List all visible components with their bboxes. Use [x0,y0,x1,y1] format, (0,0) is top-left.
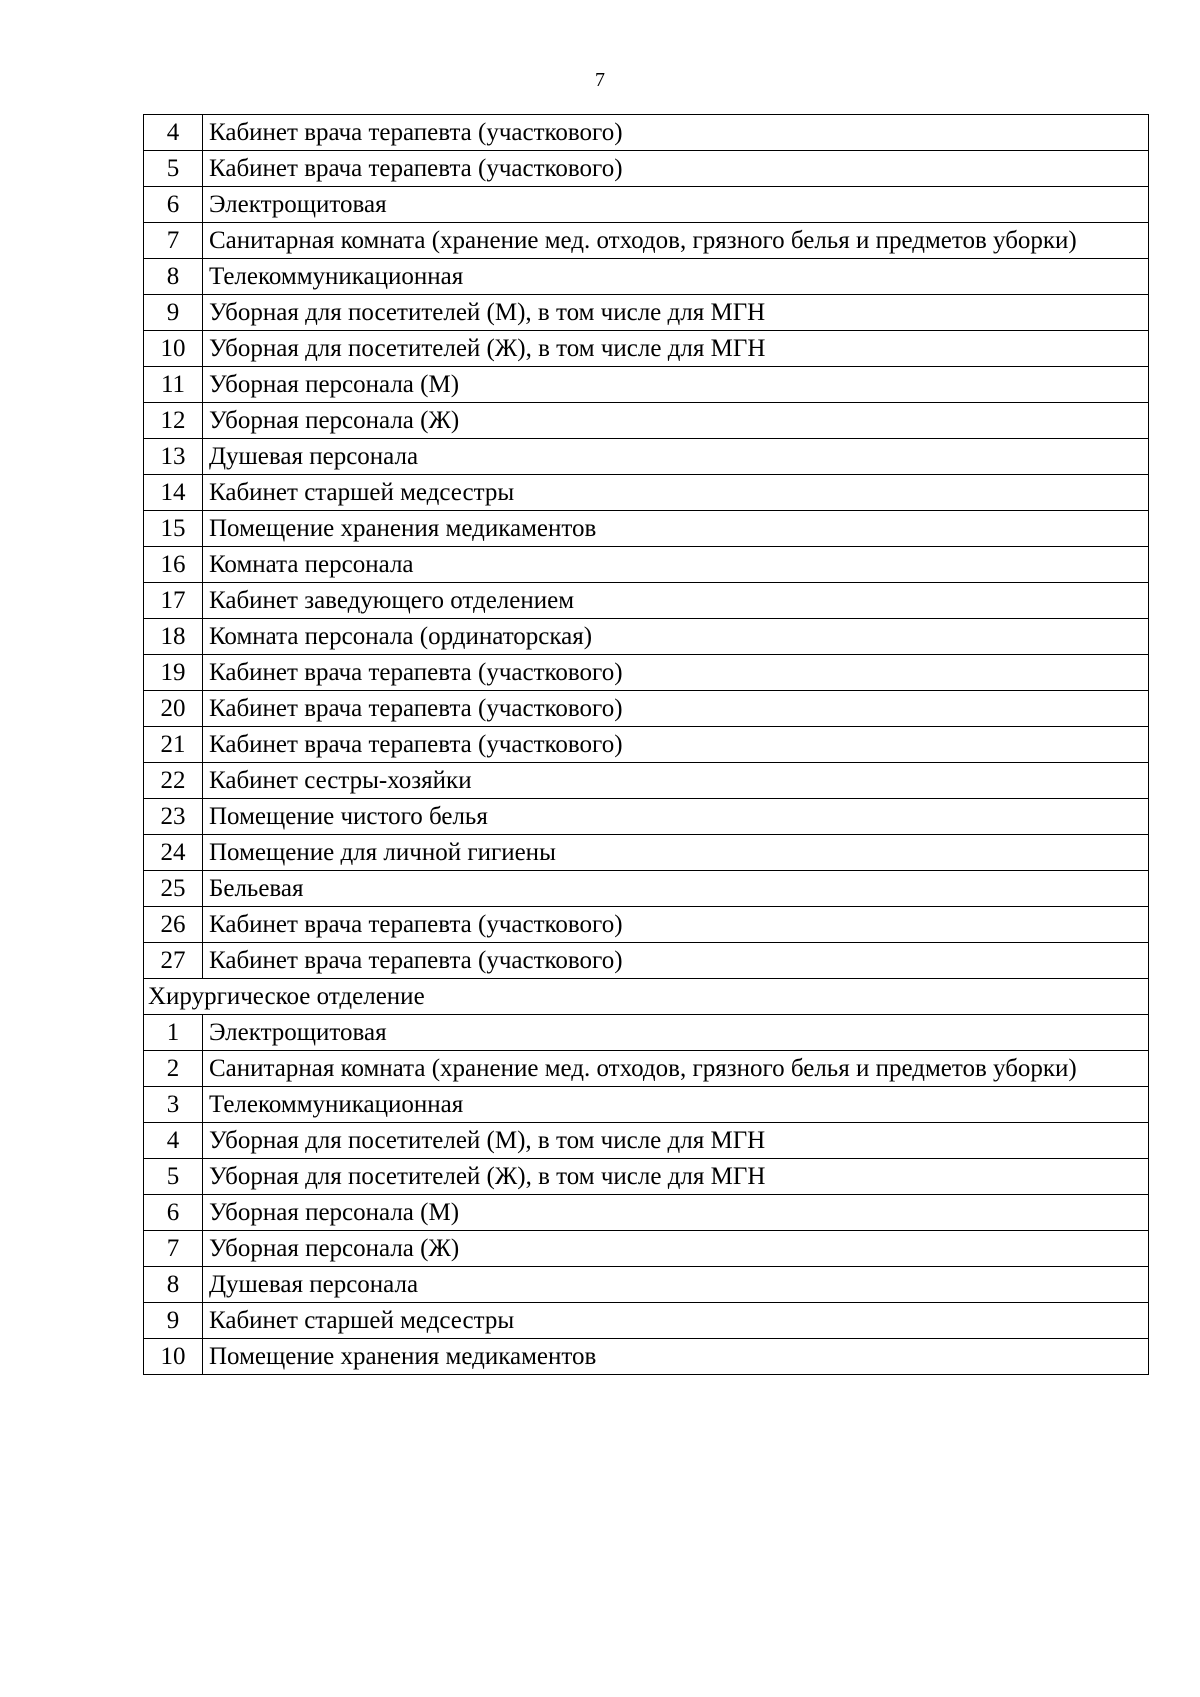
table-row [144,727,1149,763]
table-row [144,655,1149,691]
row-number: 16 [144,547,203,583]
section-title: Хирургическое отделение [144,979,1149,1015]
table-row [144,1051,1149,1087]
room-name: Уборная для посетителей (М), в том числе для МГН [203,1123,1149,1159]
row-number: 8 [144,1267,203,1303]
room-name: Помещение хранения медикаментов [203,1339,1149,1375]
row-number: 5 [144,151,203,187]
row-number: 26 [144,907,203,943]
room-name: Комната персонала (ординаторская) [203,619,1149,655]
row-number: 7 [144,223,203,259]
row-number: 10 [144,331,203,367]
table-row [144,583,1149,619]
table-row [144,763,1149,799]
table-row [144,511,1149,547]
table-row [144,259,1149,295]
table-row [144,943,1149,979]
table-row [144,547,1149,583]
table-row [144,871,1149,907]
room-name: Помещение хранения медикаментов [203,511,1149,547]
table-row [144,1123,1149,1159]
room-name: Электрощитовая [203,1015,1149,1051]
table-row [144,1339,1149,1375]
table-row [144,1159,1149,1195]
row-number: 4 [144,115,203,151]
row-number: 22 [144,763,203,799]
row-number: 14 [144,475,203,511]
room-name: Помещение чистого белья [203,799,1149,835]
room-name: Комната персонала [203,547,1149,583]
row-number: 12 [144,403,203,439]
row-number: 18 [144,619,203,655]
table-row [144,439,1149,475]
room-name: Уборная персонала (М) [203,367,1149,403]
room-name: Санитарная комната (хранение мед. отходов, грязного белья и предметов уборки) [203,223,1149,259]
row-number: 17 [144,583,203,619]
room-name: Кабинет врача терапевта (участкового) [203,115,1149,151]
row-number: 23 [144,799,203,835]
row-number: 4 [144,1123,203,1159]
room-name: Уборная персонала (М) [203,1195,1149,1231]
room-name: Уборная персонала (Ж) [203,403,1149,439]
row-number: 9 [144,295,203,331]
row-number: 6 [144,187,203,223]
row-number: 1 [144,1015,203,1051]
row-number: 15 [144,511,203,547]
row-number: 21 [144,727,203,763]
table-row [144,1195,1149,1231]
row-number: 2 [144,1051,203,1087]
room-name: Телекоммуникационная [203,259,1149,295]
table-row [144,691,1149,727]
section-header-row [144,979,1149,1015]
row-number: 3 [144,1087,203,1123]
table-row [144,223,1149,259]
table-row [144,187,1149,223]
table-row [144,331,1149,367]
room-name: Кабинет старшей медсестры [203,475,1149,511]
room-name: Кабинет врача терапевта (участкового) [203,943,1149,979]
row-number: 10 [144,1339,203,1375]
table-row [144,115,1149,151]
room-name: Телекоммуникационная [203,1087,1149,1123]
row-number: 24 [144,835,203,871]
room-name: Бельевая [203,871,1149,907]
row-number: 13 [144,439,203,475]
table-row [144,619,1149,655]
room-name: Кабинет врача терапевта (участкового) [203,727,1149,763]
room-name: Кабинет врача терапевта (участкового) [203,691,1149,727]
table-row [144,835,1149,871]
room-name: Душевая персонала [203,439,1149,475]
table-row [144,1231,1149,1267]
room-name: Уборная для посетителей (М), в том числе для МГН [203,295,1149,331]
row-number: 19 [144,655,203,691]
row-number: 20 [144,691,203,727]
room-name: Кабинет заведующего отделением [203,583,1149,619]
table-row [144,1303,1149,1339]
row-number: 25 [144,871,203,907]
room-name: Кабинет врача терапевта (участкового) [203,907,1149,943]
room-name: Электрощитовая [203,187,1149,223]
room-name: Душевая персонала [203,1267,1149,1303]
table-row [144,907,1149,943]
room-name: Помещение для личной гигиены [203,835,1149,871]
room-name: Кабинет старшей медсестры [203,1303,1149,1339]
room-name: Санитарная комната (хранение мед. отходов, грязного белья и предметов уборки) [203,1051,1149,1087]
room-name: Кабинет врача терапевта (участкового) [203,655,1149,691]
row-number: 8 [144,259,203,295]
row-number: 11 [144,367,203,403]
table-row [144,475,1149,511]
rooms-table [143,114,1149,1375]
room-name: Уборная для посетителей (Ж), в том числе для МГН [203,1159,1149,1195]
table-row [144,1087,1149,1123]
table-row [144,403,1149,439]
row-number: 5 [144,1159,203,1195]
room-name: Кабинет сестры-хозяйки [203,763,1149,799]
room-name: Кабинет врача терапевта (участкового) [203,151,1149,187]
row-number: 9 [144,1303,203,1339]
row-number: 7 [144,1231,203,1267]
table-row [144,295,1149,331]
table-row [144,799,1149,835]
rooms-table-body [144,115,1149,1375]
table-row [144,367,1149,403]
table-row [144,151,1149,187]
table-row [144,1015,1149,1051]
row-number: 6 [144,1195,203,1231]
room-name: Уборная для посетителей (Ж), в том числе для МГН [203,331,1149,367]
page-number: 7 [595,69,605,91]
room-name: Уборная персонала (Ж) [203,1231,1149,1267]
row-number: 27 [144,943,203,979]
table-row [144,1267,1149,1303]
